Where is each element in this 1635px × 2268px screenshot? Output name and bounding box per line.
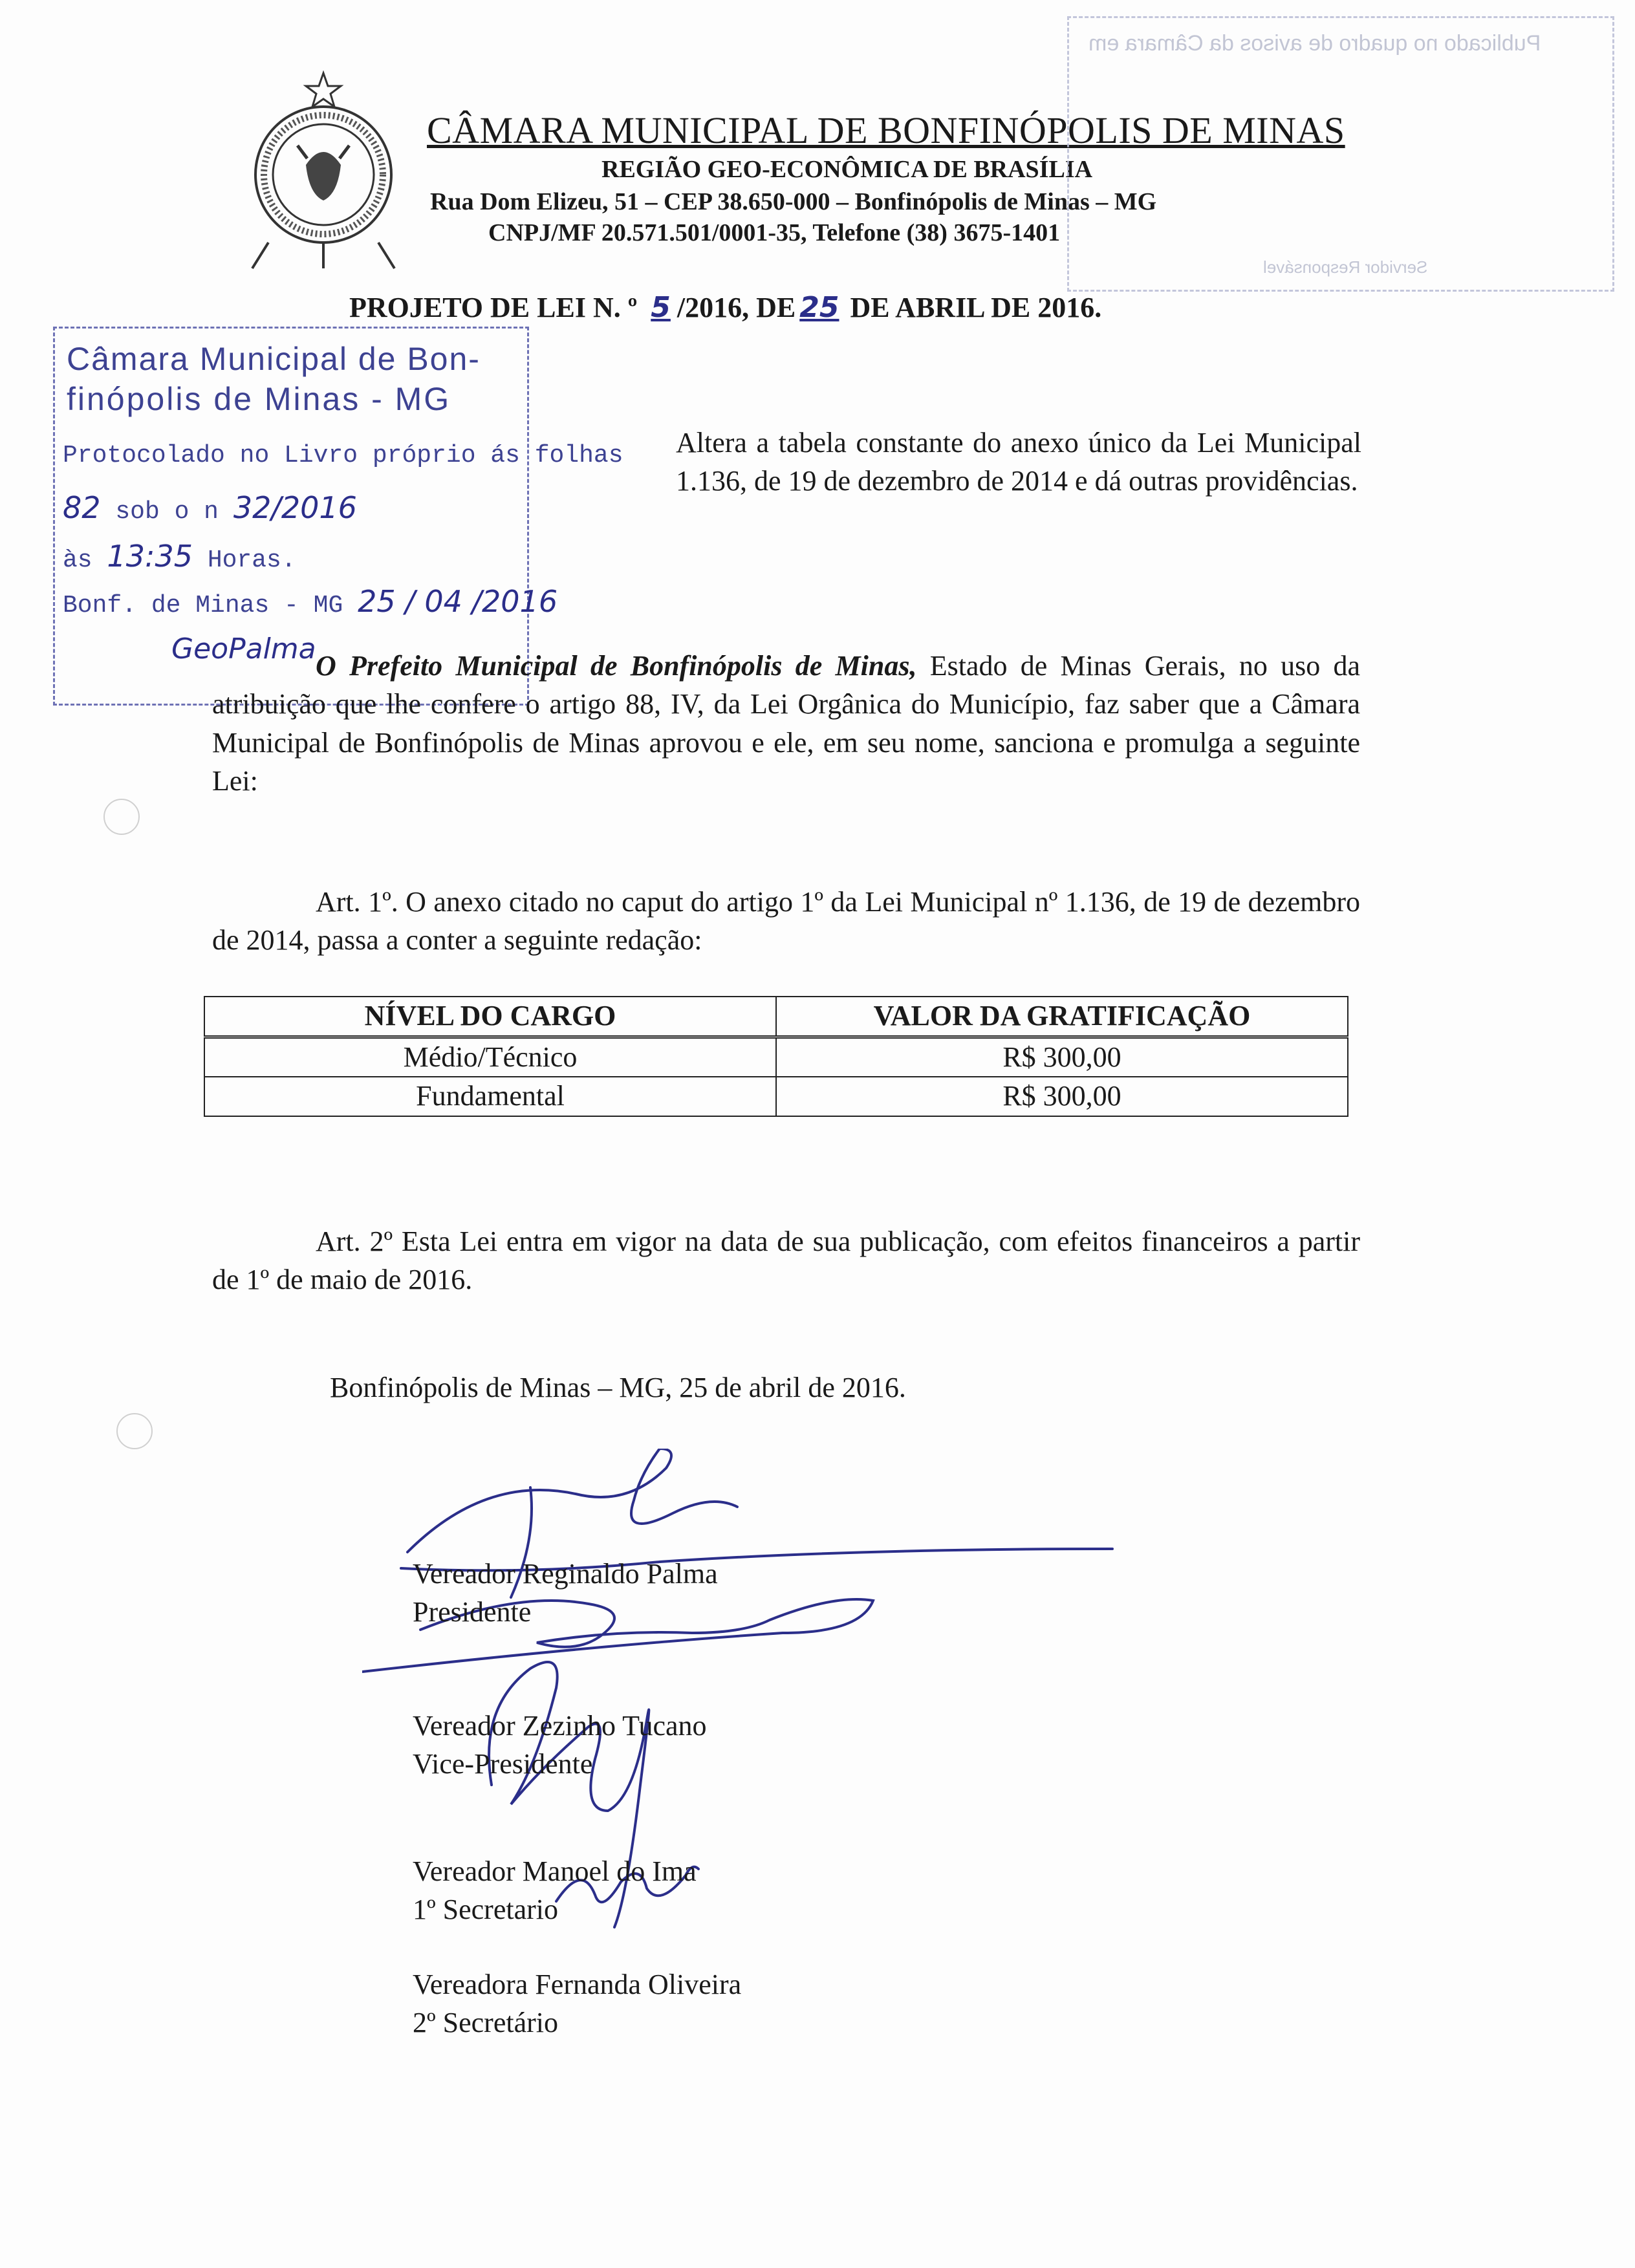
bill-title-year: /2016, DE (677, 292, 796, 323)
signatory-name: Vereador Manoel do Ima (413, 1855, 697, 1887)
cnpj-phone-line: CNPJ/MF 20.571.501/0001-35, Telefone (38) 3675-1401 (488, 219, 1061, 246)
signatory-3 (413, 1853, 697, 1928)
signatory-4 (413, 1966, 741, 2042)
preamble-text: Estado de Minas Gerais, no uso da atribuição que lhe confere o artigo 88, IV, da Lei Orgânica do Município, faz saber que a Câmara Municipal de Bonfinópolis de Minas aprovou e ele, em seu nome, sanciona e promulga a seguinte Lei: (212, 650, 1360, 797)
protocol-signature: GeoPalma (171, 632, 316, 665)
protocol-place-label: Bonf. de Minas - MG (63, 592, 343, 620)
signatory-role: 1º Secretario (413, 1893, 558, 1925)
protocol-sob-label: sob o n (115, 498, 219, 526)
signatory-role: Presidente (413, 1595, 532, 1628)
signatory-1 (413, 1555, 718, 1631)
gratification-table (204, 996, 1348, 1117)
protocol-stamp-line6 (63, 584, 558, 620)
preamble-emphasis: O Prefeito Municipal de Bonfinópolis de Minas, (316, 650, 917, 682)
region-subtitle: REGIÃO GEO-ECONÔMICA DE BRASÍLIA (601, 156, 1093, 183)
address-line: Rua Dom Elizeu, 51 – CEP 38.650-000 – Bonfinópolis de Minas – MG (430, 188, 1157, 215)
signatory-name: Vereador Zezinho Tucano (413, 1710, 707, 1742)
publication-stamp (1067, 16, 1614, 292)
bill-number: 5 (651, 291, 671, 324)
municipal-seal-icon (230, 68, 417, 275)
table-cell-value: R$ 300,00 (776, 1077, 1348, 1116)
table-header-row (204, 997, 1348, 1037)
article-2: Art. 2º Esta Lei entra em vigor na data de sua publicação, com efeitos financeiros a partir de 1º de maio de 2016. (212, 1226, 1360, 1296)
punch-hole (103, 799, 140, 835)
chamber-title: CÂMARA MUNICIPAL DE BONFINÓPOLIS DE MINAS (427, 109, 1345, 151)
publication-stamp-text: Publicado no quadro de avisos da Câmara em (1088, 31, 1541, 56)
preamble (212, 647, 1360, 801)
protocol-number: 32/2016 (233, 490, 357, 525)
punch-hole (116, 1413, 153, 1449)
protocol-as-label: às (63, 546, 92, 574)
article-1: Art. 1º. O anexo citado no caput do artigo 1º da Lei Municipal nº 1.136, de 19 de dezembro de 2014, passa a conter a seguinte redação: (212, 886, 1360, 956)
table-row (204, 1037, 1348, 1077)
table-cell-value: R$ 300,00 (776, 1037, 1348, 1077)
bill-title-prefix: PROJETO DE LEI N. º (349, 292, 638, 323)
publication-stamp-footer: Servidor Responsável (1263, 257, 1428, 277)
table-row (204, 1077, 1348, 1116)
place-date: Bonfinópolis de Minas – MG, 25 de abril de 2016. (330, 1372, 906, 1403)
bill-day: 25 (799, 291, 839, 324)
table-header-value: VALOR DA GRATIFICAÇÃO (776, 997, 1348, 1037)
protocol-stamp-line5 (63, 539, 296, 574)
table-cell-level: Fundamental (204, 1077, 776, 1116)
protocol-hour: 13:35 (107, 539, 193, 574)
protocol-stamp-line1: Câmara Municipal de Bon- (67, 341, 481, 377)
protocol-date: 25 / 04 /2016 (358, 584, 558, 619)
protocol-stamp-line2: finópolis de Minas - MG (67, 381, 451, 417)
table-cell-level: Médio/Técnico (204, 1037, 776, 1077)
bill-title (349, 291, 1101, 324)
signatory-2 (413, 1707, 707, 1783)
signatory-role: Vice-Presidente (413, 1747, 593, 1780)
protocol-horas-label: Horas. (207, 546, 296, 574)
protocol-folhas: 82 (63, 490, 101, 525)
signatory-role: 2º Secretário (413, 2006, 558, 2038)
ementa: Altera a tabela constante do anexo único da Lei Municipal 1.136, de 19 de dezembro de 2014 e dá outras providências. (676, 427, 1361, 497)
protocol-stamp-line4 (63, 490, 357, 526)
bill-title-suffix: DE ABRIL DE 2016. (850, 292, 1102, 323)
protocol-stamp-line3: Protocolado no Livro próprio ás folhas (63, 442, 623, 470)
table-header-level: NÍVEL DO CARGO (204, 997, 776, 1037)
signatory-name: Vereador Reginaldo Palma (413, 1558, 718, 1590)
signatory-name: Vereadora Fernanda Oliveira (413, 1969, 742, 2000)
